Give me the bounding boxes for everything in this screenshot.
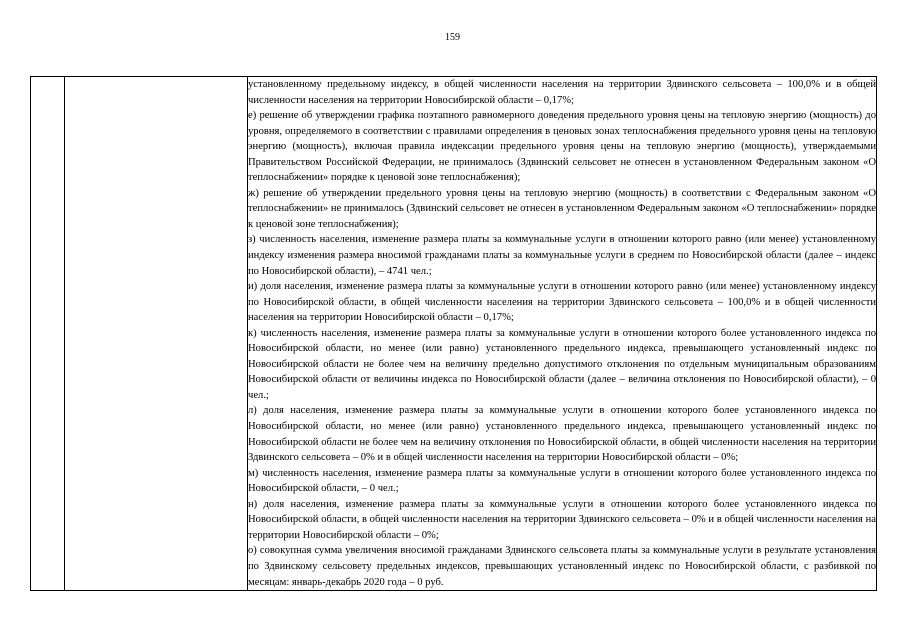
table-cell-number (31, 77, 65, 591)
paragraph: ж) решение об утверждении предельного уровня цены на тепловую энергию (мощность) в соответствии с Федеральным законом «О теплоснабжении» не принималось (Здвинский сельсовет не отнесен в установленном Федеральным законом «О теплоснабжении» порядке к ценовой зоне теплоснабжения); (248, 187, 876, 230)
paragraph: и) доля населения, изменение размера платы за коммунальные услуги в отношении которого равно (или менее) установленному индексу по Новосибирской области, в общей численности населения на территории Здвинского сельсовета – 100,0% и в общей численности населения на территории Новосибирской области – 0,17%; (248, 281, 876, 324)
paragraph: н) доля населения, изменение размера платы за коммунальные услуги в отношении которого более установленного индекса по Новосибирской области, в общей численности населения на территории Здвинского сельсовета – 0% и в общей численности населения на территории Новосибирской области – 0%; (248, 498, 876, 541)
table-row (31, 77, 877, 591)
paragraph: з) численность населения, изменение размера платы за коммунальные услуги в отношении которого равно (или менее) установленному индексу изменения размера вносимой гражданами платы за коммунальные услуги в среднем по Новосибирской области (далее – индекс по Новосибирской области), – 4741 чел.; (248, 234, 876, 277)
paragraph: установленному предельному индексу, в общей численности населения на территории Здвинского сельсовета – 100,0% и в общей численности населения на территории Новосибирской области – 0,17%; (248, 79, 876, 106)
document-table (30, 76, 877, 591)
page-number: 159 (445, 32, 460, 43)
paragraph: е) решение об утверждении графика поэтапного равномерного доведения предельного уровня цены на тепловую энергию (мощность) до уровня, определяемого в соответствии с правилами определения в ценовых зонах теплоснабжения предельного уровня цены на тепловую энергию (мощность), включая правила индексации предельного уровня цены на тепловую энергию (мощность), утверждаемыми Правительством Российской Федерации, не принималось (Здвинский сельсовет не отнесен в установленном Федеральным законом «О теплоснабжении» порядке к ценовой зоне теплоснабжения); (248, 110, 876, 184)
table-cell-content (248, 77, 877, 591)
paragraph: м) численность населения, изменение размера платы за коммунальные услуги в отношении которого более установленного индекса по Новосибирской области, – 0 чел.; (248, 467, 876, 495)
paragraph: л) доля населения, изменение размера платы за коммунальные услуги в отношении которого более установленного индекса по Новосибирской области, но менее (или равно) установленного предельного индекса, превышающего установленный индекс по Новосибирской области не более чем на величину отклонения по Новосибирской области, в общей численности населения на территории Здвинского сельсовета – 0% и в общей численности населения на территории Новосибирской области – 0%; (248, 405, 876, 464)
paragraph: о) совокупная сумма увеличения вносимой гражданами Здвинского сельсовета платы за коммунальные услуги в результате установления по Здвинскому сельсовету предельных индексов, превышающих установленный индекс по Новосибирской области, с разбивкой по месяцам: январь-декабрь 2020 года – 0 руб. (248, 545, 876, 588)
paragraph: к) численность населения, изменение размера платы за коммунальные услуги в отношении которого более установленного индекса по Новосибирской области, но менее (или равно) установленного предельного индекса, превышающего установленный индекс по Новосибирской области не более чем на величину предельно допустимого отклонения по отдельным муниципальным образованиям Новосибирской области от величины индекса по Новосибирской области (далее – величина отклонения по Новосибирской области), – 0 чел.; (248, 327, 876, 401)
table-cell-name (65, 77, 248, 591)
